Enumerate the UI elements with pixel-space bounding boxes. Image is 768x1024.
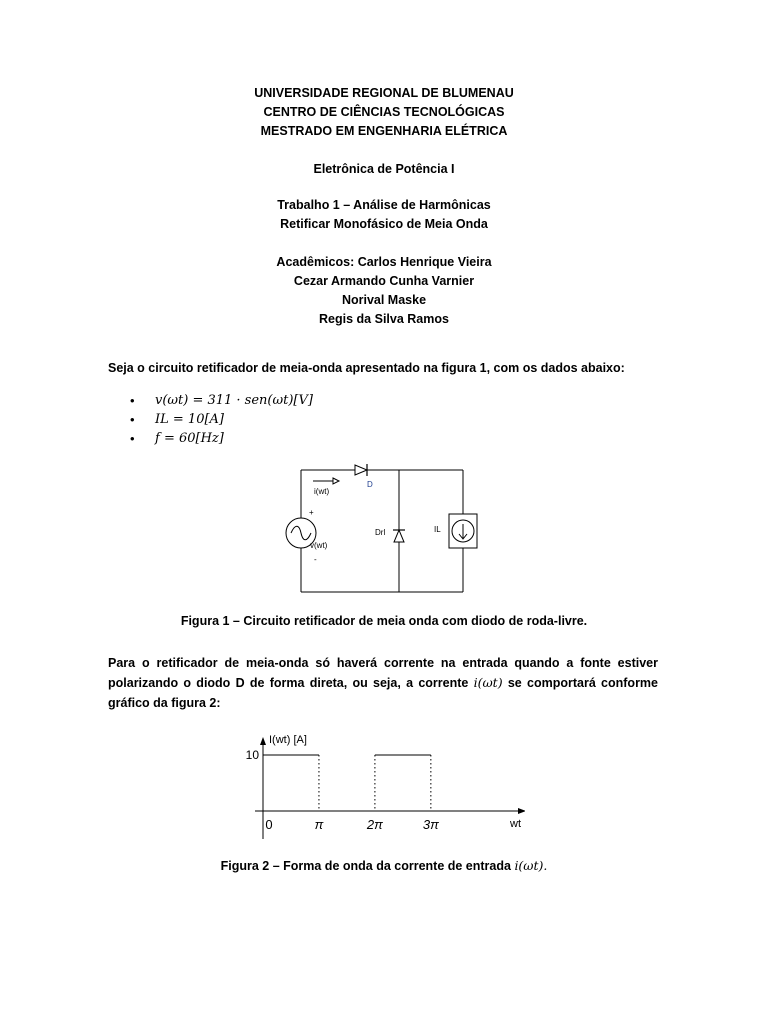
university-name: UNIVERSIDADE REGIONAL DE BLUMENAU	[254, 86, 514, 100]
x-tick-label: π	[314, 817, 324, 832]
x-axis-label: wt	[510, 818, 521, 830]
current-label: i(wt)	[314, 487, 330, 496]
intro-text: Seja o circuito retificador de meia-onda apresentado na figura 1, com os dados abaixo:	[108, 361, 625, 375]
freewheel-diode-icon	[393, 522, 405, 542]
data-item: IL = 10[A]	[155, 412, 224, 427]
data-item: f = 60[Hz]	[155, 431, 224, 446]
center-name: CENTRO DE CIÊNCIAS TECNOLÓGICAS	[263, 105, 505, 119]
voltage-label: v(wt)	[310, 541, 328, 550]
diode-label: D	[367, 480, 373, 489]
current-arrow-icon	[313, 478, 339, 484]
current-waveform-chart	[225, 733, 525, 843]
work-subtitle: Retificar Monofásico de Meia Onda	[280, 217, 488, 231]
x-tick-label: 0	[265, 817, 273, 832]
freewheel-label: Drl	[375, 528, 386, 537]
author-name: Cezar Armando Cunha Varnier	[293, 274, 475, 288]
chart-axes	[255, 737, 525, 839]
authors-label: Acadêmicos: Carlos Henrique Vieira	[276, 255, 492, 269]
work-title: Trabalho 1 – Análise de Harmônicas	[277, 198, 491, 212]
figure1-caption: Figura 1 – Circuito retificador de meia onda com diodo de roda-livre.	[180, 614, 588, 628]
course-title: Eletrônica de Potência I	[313, 162, 455, 176]
bullet-icon: •	[130, 393, 135, 408]
bullet-icon: •	[130, 412, 135, 427]
current-source-icon	[449, 514, 477, 548]
figure2-caption-text: Figura 2 – Forma de onda da corrente de entrada	[220, 859, 515, 873]
diode-icon	[351, 464, 375, 476]
author-name: Regis da Silva Ramos	[319, 312, 449, 326]
plus-sign: +	[309, 508, 314, 517]
y-axis-label: I(wt) [A]	[269, 734, 307, 746]
program-name: MESTRADO EM ENGENHARIA ELÉTRICA	[260, 124, 508, 138]
figure2-caption-symbol: i(ωt).	[514, 858, 548, 873]
data-item: v(ωt) = 311 · sen(ωt)[V]	[155, 393, 313, 408]
minus-sign: -	[314, 555, 317, 564]
body-paragraph	[108, 653, 658, 713]
paragraph-text: Para o retificador de meia-onda só haverá corrente na entrada quando a fonte estiver polarizando o diodo D de forma direta, ou seja, a corrente	[108, 656, 658, 690]
y-tick-label: 10	[245, 748, 259, 762]
load-label: IL	[434, 525, 441, 534]
figure2-caption	[0, 858, 768, 873]
paragraph-text: se comportará conforme gráfico da figura 2:	[108, 676, 658, 710]
current-symbol: i(ωt)	[473, 675, 503, 690]
x-tick-label: 3π	[422, 817, 439, 832]
bullet-icon: •	[130, 431, 135, 446]
author-name: Norival Maske	[341, 293, 427, 307]
circuit-diagram	[285, 462, 485, 598]
x-tick-label: 2π	[366, 817, 383, 832]
x-axis-arrow-icon	[518, 808, 525, 814]
y-axis-arrow-icon	[260, 737, 266, 745]
